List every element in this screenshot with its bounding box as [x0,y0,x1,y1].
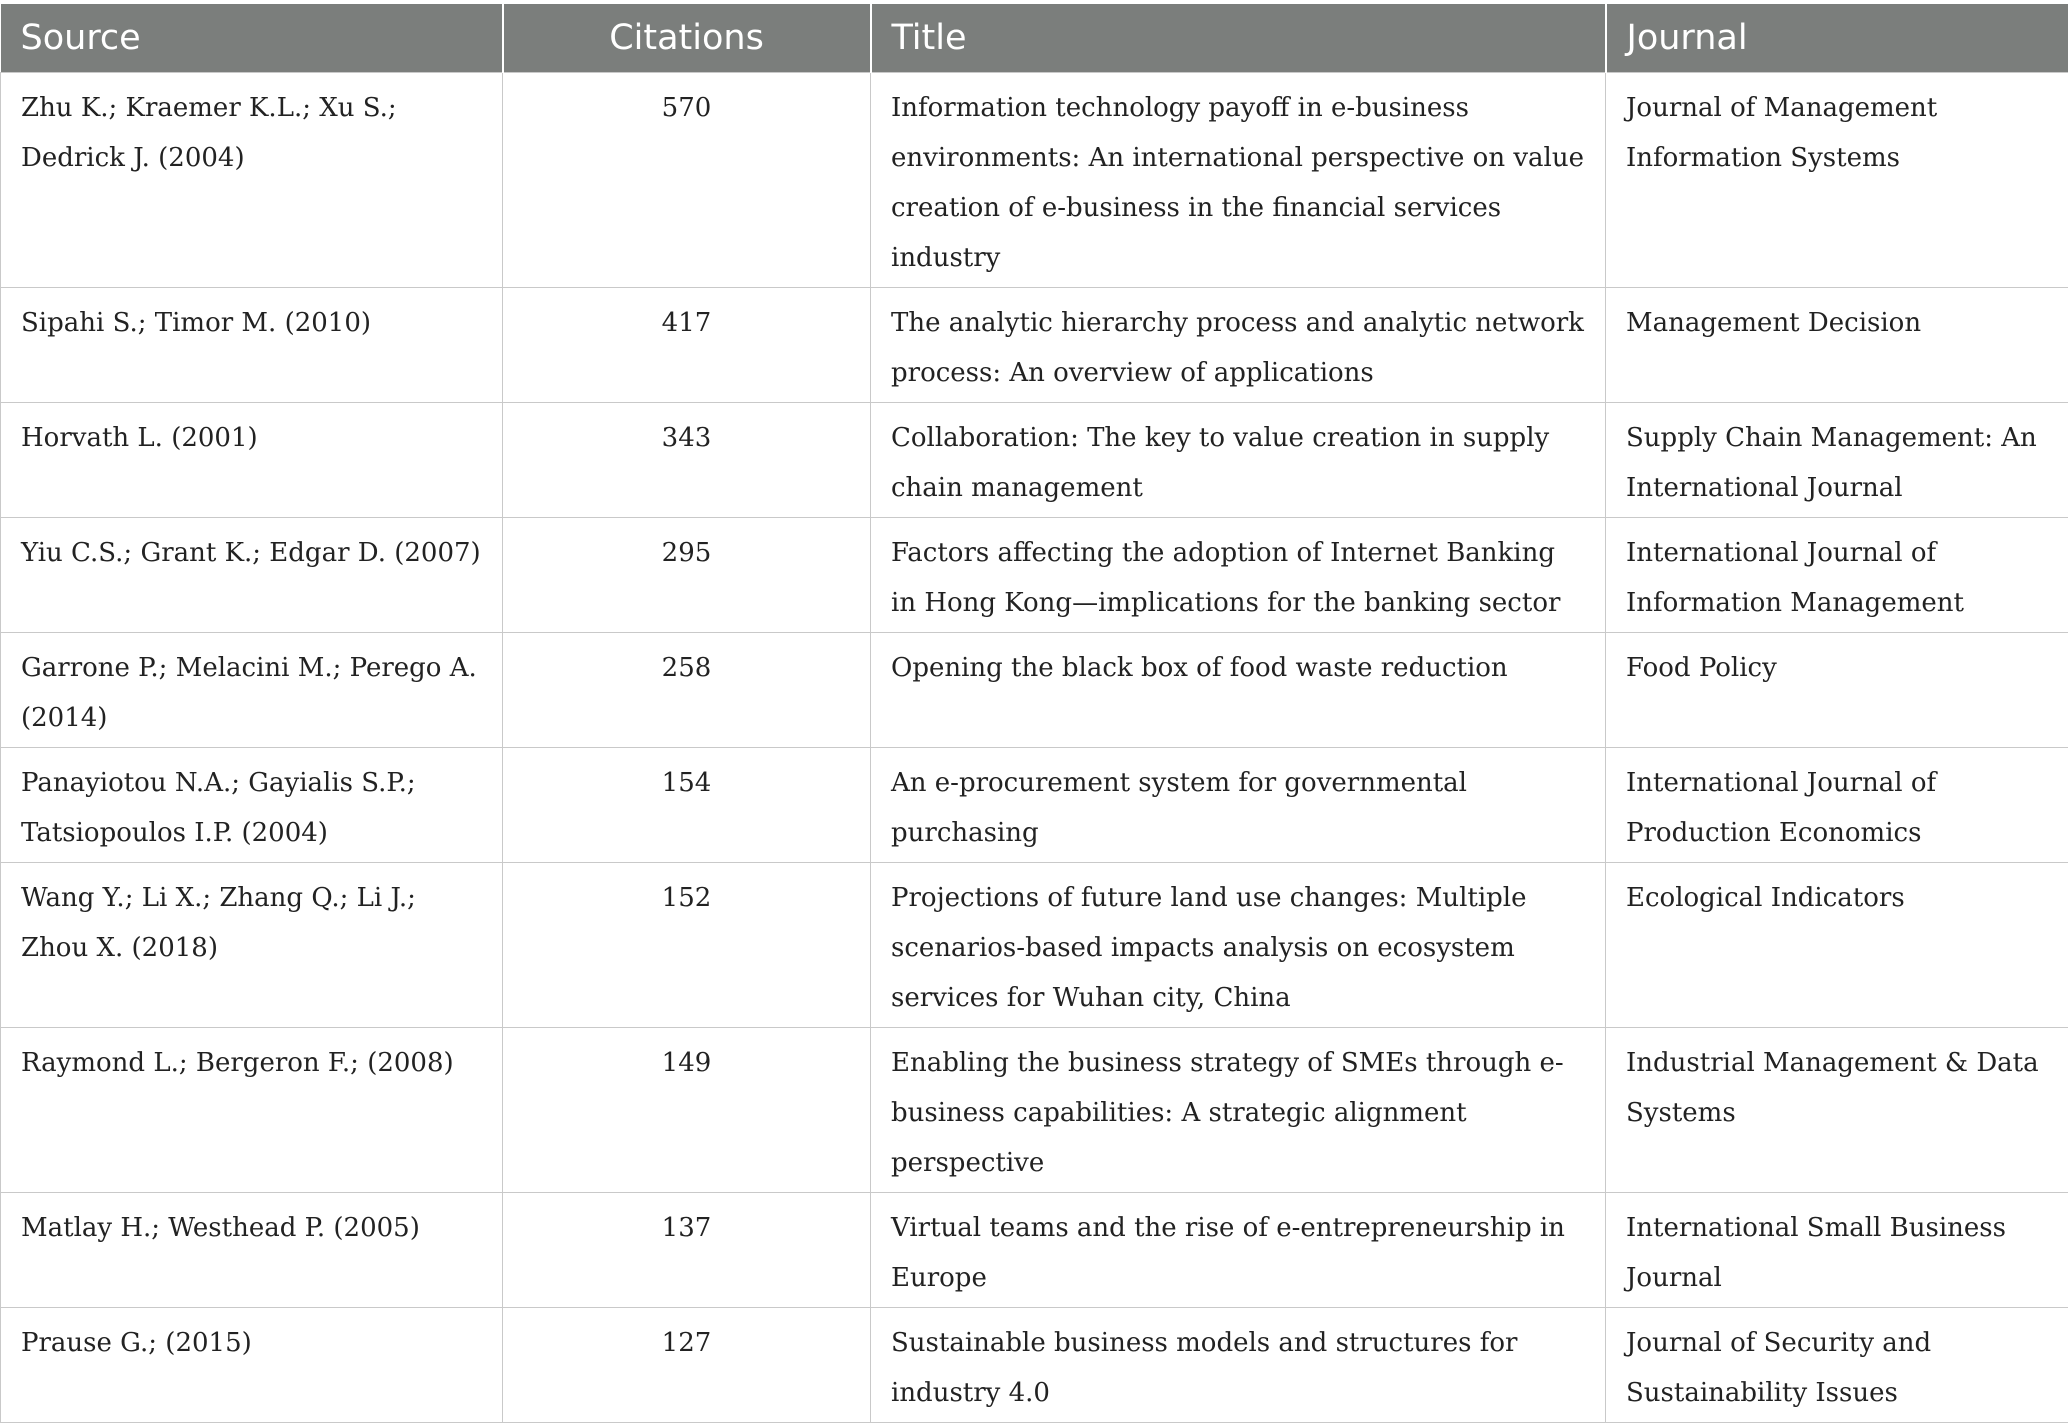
cell-journal: International Small Business Journal [1606,1192,2068,1307]
cell-source: Sipahi S.; Timor M. (2010) [1,287,503,402]
cell-citations: 127 [503,1307,871,1422]
cell-title: Opening the black box of food waste reduction [871,632,1606,747]
cell-title: The analytic hierarchy process and analytic network process: An overview of applications [871,287,1606,402]
header-source: Source [1,4,503,72]
header-citations: Citations [503,4,871,72]
cell-title: Collaboration: The key to value creation in supply chain management [871,402,1606,517]
table-row [1,287,2068,402]
cell-journal: Journal of Security and Sustainability Issues [1606,1307,2068,1422]
cell-source: Wang Y.; Li X.; Zhang Q.; Li J.; Zhou X. (2018) [1,862,503,1027]
header-title: Title [871,4,1606,72]
table-row [1,402,2068,517]
cell-citations: 570 [503,72,871,287]
cell-citations: 417 [503,287,871,402]
cell-citations: 154 [503,747,871,862]
cell-journal: Management Decision [1606,287,2068,402]
cell-title: Enabling the business strategy of SMEs through e-business capabilities: A strategic alignment perspective [871,1027,1606,1192]
cell-source: Horvath L. (2001) [1,402,503,517]
cell-citations: 295 [503,517,871,632]
cell-source: Yiu C.S.; Grant K.; Edgar D. (2007) [1,517,503,632]
cell-citations: 152 [503,862,871,1027]
cell-source: Panayiotou N.A.; Gayialis S.P.; Tatsiopoulos I.P. (2004) [1,747,503,862]
cell-title: Sustainable business models and structures for industry 4.0 [871,1307,1606,1422]
cell-source: Prause G.; (2015) [1,1307,503,1422]
table-row [1,1192,2068,1307]
table-row [1,72,2068,287]
cell-source: Matlay H.; Westhead P. (2005) [1,1192,503,1307]
cell-title: Information technology payoff in e-business environments: An international perspective on value creation of e-business in the financial services industry [871,72,1606,287]
cell-citations: 343 [503,402,871,517]
cell-journal: Supply Chain Management: An International Journal [1606,402,2068,517]
cell-title: An e-procurement system for governmental purchasing [871,747,1606,862]
cell-citations: 258 [503,632,871,747]
cell-source: Zhu K.; Kraemer K.L.; Xu S.; Dedrick J. (2004) [1,72,503,287]
cell-citations: 149 [503,1027,871,1192]
citations-table [0,4,2068,1423]
table-row [1,862,2068,1027]
cell-citations: 137 [503,1192,871,1307]
cell-title: Factors affecting the adoption of Internet Banking in Hong Kong—implications for the banking sector [871,517,1606,632]
cell-source: Raymond L.; Bergeron F.; (2008) [1,1027,503,1192]
cell-journal: Ecological Indicators [1606,862,2068,1027]
cell-title: Virtual teams and the rise of e-entrepreneurship in Europe [871,1192,1606,1307]
header-journal: Journal [1606,4,2068,72]
citations-table-container [0,4,2068,1423]
table-row [1,1307,2068,1422]
cell-journal: International Journal of Information Management [1606,517,2068,632]
cell-journal: Industrial Management & Data Systems [1606,1027,2068,1192]
cell-journal: Journal of Management Information Systems [1606,72,2068,287]
cell-source: Garrone P.; Melacini M.; Perego A. (2014) [1,632,503,747]
cell-title: Projections of future land use changes: Multiple scenarios-based impacts analysis on ecosystem services for Wuhan city, China [871,862,1606,1027]
cell-journal: Food Policy [1606,632,2068,747]
table-header [1,4,2068,72]
table-row [1,747,2068,862]
table-row [1,1027,2068,1192]
table-row [1,517,2068,632]
header-row [1,4,2068,72]
table-row [1,632,2068,747]
table-body [1,72,2068,1422]
cell-journal: International Journal of Production Economics [1606,747,2068,862]
